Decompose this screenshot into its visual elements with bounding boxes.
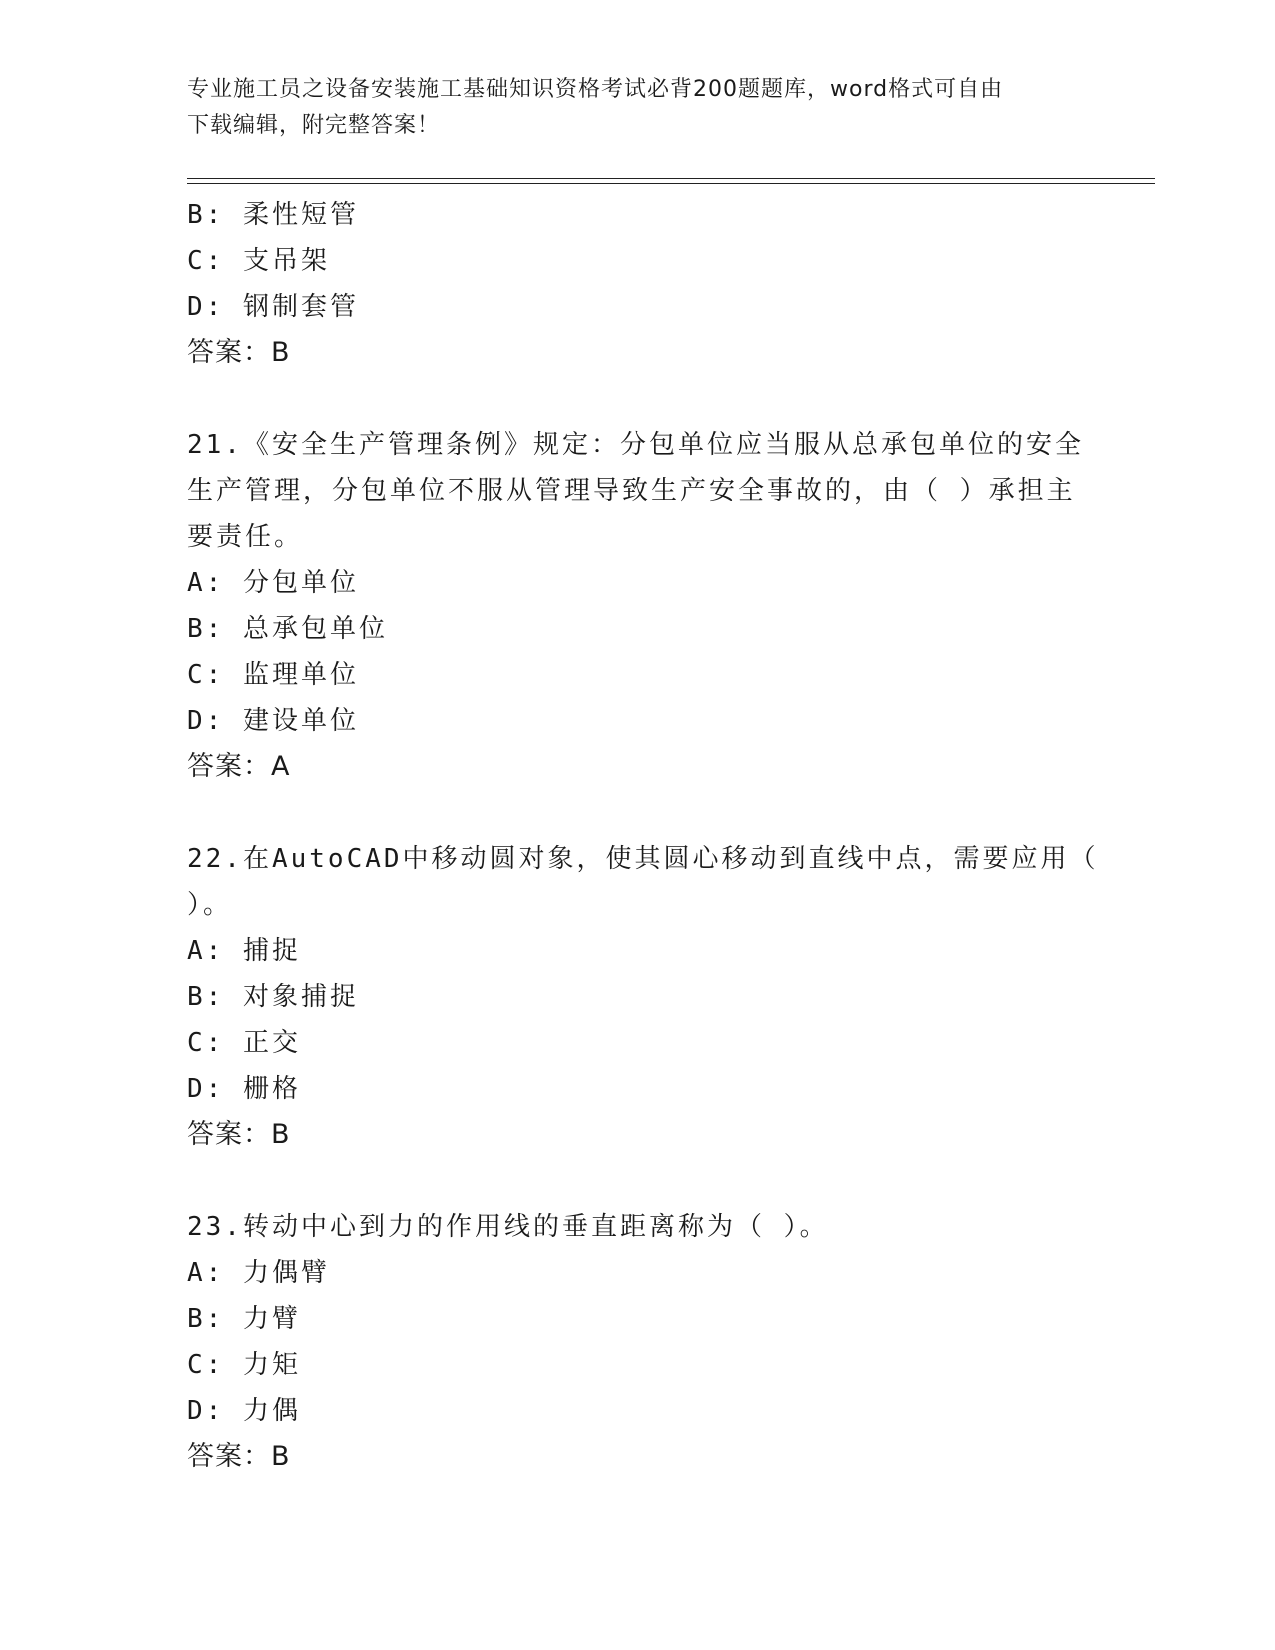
option-b: B: 柔性短管	[187, 200, 359, 230]
question-text-line: ）。	[187, 890, 233, 920]
question-text-line: 23.转动中心到力的作用线的垂直距离称为（ ）。	[187, 1212, 829, 1242]
page-header	[187, 72, 1087, 144]
spacer	[187, 790, 1087, 836]
option-b: B: 力臂	[187, 1304, 301, 1334]
question-22	[187, 836, 1099, 1158]
answer-line: 答案：A	[187, 751, 291, 782]
option-c: C: 正交	[187, 1028, 301, 1058]
spacer	[187, 376, 1087, 422]
question-text-line: 生产管理，分包单位不服从管理导致生产安全事故的，由（ ）承担主	[187, 476, 1076, 506]
header-line-2: 下载编辑，附完整答案！	[187, 113, 441, 138]
spacer	[187, 1158, 1087, 1204]
question-text-line: 21.《安全生产管理条例》规定：分包单位应当服从总承包单位的安全	[187, 430, 1084, 460]
header-line-1: 专业施工员之设备安装施工基础知识资格考试必背200题题库，word格式可自由	[187, 77, 1004, 102]
question-23	[187, 1204, 1087, 1480]
answer-line: 答案：B	[187, 337, 291, 368]
option-d: D: 力偶	[187, 1396, 301, 1426]
option-a: A: 分包单位	[187, 568, 359, 598]
question-21	[187, 422, 1087, 790]
option-a: A: 力偶臂	[187, 1258, 330, 1288]
option-d: D: 钢制套管	[187, 292, 359, 322]
answer-line: 答案：B	[187, 1441, 291, 1472]
header-divider	[187, 178, 1155, 184]
option-c: C: 支吊架	[187, 246, 330, 276]
option-c: C: 力矩	[187, 1350, 301, 1380]
question-20-tail	[187, 192, 1087, 376]
option-d: D: 建设单位	[187, 706, 359, 736]
option-b: B: 对象捕捉	[187, 982, 359, 1012]
answer-line: 答案：B	[187, 1119, 291, 1150]
option-c: C: 监理单位	[187, 660, 359, 690]
option-b: B: 总承包单位	[187, 614, 388, 644]
question-text-line: 要责任。	[187, 522, 304, 552]
question-text-line: 22.在AutoCAD中移动圆对象，使其圆心移动到直线中点，需要应用（	[187, 844, 1099, 874]
option-a: A: 捕捉	[187, 936, 301, 966]
option-d: D: 栅格	[187, 1074, 301, 1104]
question-list	[187, 192, 1099, 1480]
